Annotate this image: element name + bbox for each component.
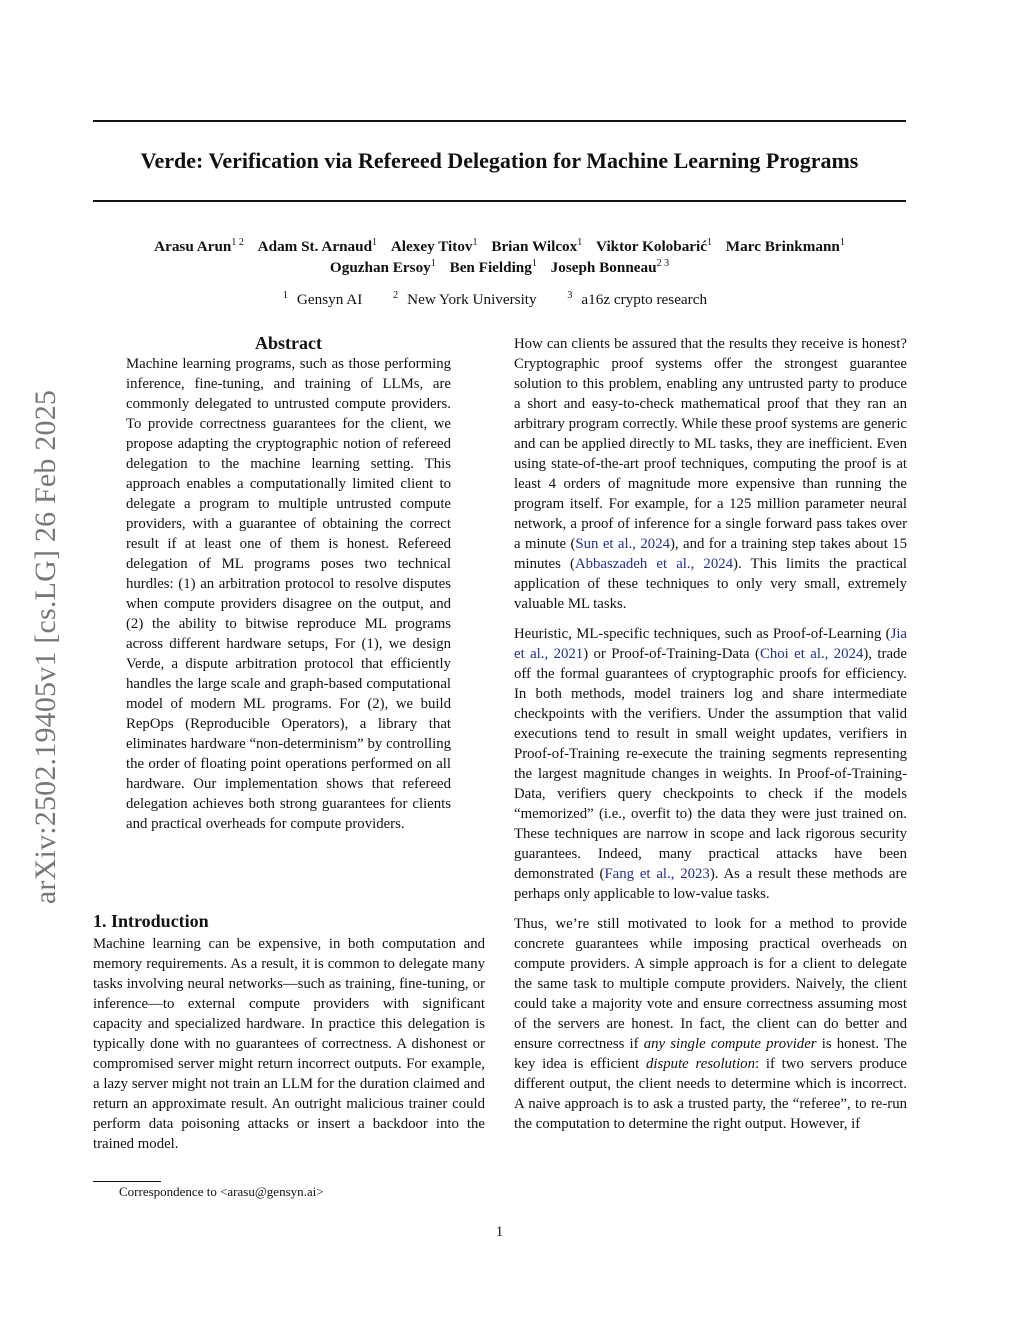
affiliation: $^1$ Gensyn AI xyxy=(282,290,363,308)
author: Oguzhan Ersoy$^1$ xyxy=(329,258,436,276)
title-bottom-rule xyxy=(93,200,906,202)
citation-link[interactable]: Abbaszadeh et al., 2024 xyxy=(574,556,734,572)
footnote-rule xyxy=(93,1181,161,1182)
affiliations xyxy=(93,289,906,310)
right-column xyxy=(514,334,907,1144)
page-number: 1 xyxy=(495,1224,504,1240)
citation-link[interactable]: Fang et al., 2023 xyxy=(604,866,710,882)
abstract-body: Machine learning programs, such as those performing inference, fine-tuning, and training of LLMs, are commonly delegated to untrusted compute providers. To provide correctness guarantees for the client, we propose adapting the cryptographic notion of refereed delegation to the machine learning setting. This approach enables a computationally limited client to delegate a program to multiple untrusted compute providers, with a guarantee of obtaining the correct result if at least one of them is honest. Refereed delegation of ML programs poses two technical hurdles: (1) an arbitration protocol to resolve disputes when compute providers disagree on the output, and (2) the ability to bitwise reproduce ML programs across different hardware setups, For (1), we design Verde, a dispute arbitration protocol that efficiently handles the large scale and graph-based computational model of modern ML programs. For (2), we build RepOps (Reproducible Operators), a library that eliminates hardware “non-determinism” by controlling the order of floating point operations performed on all hardware. Our implementation shows that refereed delegation achieves both strong guarantees for clients and practical overheads for compute providers. xyxy=(126,356,451,832)
introduction-body: Machine learning can be expensive, in both computation and memory requirements. As a result, it is common to delegate many tasks involving neural networks—such as training, fine-tuning, or inference—to external compute providers with significant capacity and specialized hardware. In practice this delegation is typically done with no guarantees of correctness. A dishonest or compromised server might return incorrect outputs. For example, a lazy server might not train an LLM for the duration claimed and return an approximate result. An outright malicious trainer could perform data poisoning attacks or insert a backdoor into the trained model. xyxy=(93,936,485,1152)
paragraph: Thus, we’re still motivated to look for a method to provide concrete guarantees while imposing practical overheads on compute providers. A simple approach is for a client to delegate the same task to multiple compute providers. Naively, the client could take a majority vote and ensure correctness assuming most of the servers are honest. In fact, the client can do better and ensure correctness if any single compute provider is honest. The key idea is efficient dispute resolution: if two servers produce different output, the client needs to determine which is incorrect. A naive approach is to ask a trusted party, the “referee”, to re-run the computation to determine the right output. However, if xyxy=(514,916,907,1132)
author: Brian Wilcox$^1$ xyxy=(491,237,583,255)
author-list xyxy=(93,236,906,278)
introduction-heading: 1. Introduction xyxy=(93,911,209,931)
citation-link[interactable]: Jia et al., 2021 xyxy=(514,626,907,662)
author: Viktor Kolobarić$^1$ xyxy=(596,237,712,255)
author: Ben Fielding$^1$ xyxy=(449,258,537,276)
author: Arasu Arun$^{1 2}$ xyxy=(154,237,244,255)
paragraph: Heuristic, ML-specific techniques, such as Proof-of-Learning (Jia et al., 2021) or Proof-of-Training-Data (Choi et al., 2024), trade off the formal guarantees of cryptographic proofs for efficiency. In both methods, model trainers log and share intermediate checkpoints with the verifiers. Under the assumption that valid executions tend to result in small weight updates, verifiers in Proof-of-Training re-execute the training segments representing the largest magnitude changes in weights. In Proof-of-Training-Data, verifiers query checkpoints to check if the models “memorized” (i.e., overfit to) the data they were just trained on. These techniques are narrow in scope and lack rigorous security guarantees. Indeed, many practical attacks have been demonstrated (Fang et al., 2023). As a result these methods are perhaps only applicable to low-value tasks. xyxy=(514,626,907,902)
author: Joseph Bonneau$^{2 3}$ xyxy=(550,258,670,276)
author: Alexey Titov$^1$ xyxy=(390,237,478,255)
affiliation: $^3$ a16z crypto research xyxy=(567,290,708,308)
citation-link[interactable]: Choi et al., 2024 xyxy=(759,646,864,662)
paragraph: How can clients be assured that the results they receive is honest? Cryptographic proof systems offer the strongest guarantee solution to this problem, enabling any untrusted party to produce a short and easy-to-check mathematical proof that they ran an arbitrary program correctly. While these proof systems are generic and can be applied directly to ML tasks, they are inefficient. Even using state-of-the-art proof techniques, computing the proof is at least 4 orders of magnitude more expensive than running the program itself. For example, for a 125 million parameter neural network, a proof of inference for a single forward pass takes over a minute (Sun et al., 2024), and for a training step takes about 15 minutes (Abbaszadeh et al., 2024). This limits the practical application of these techniques to only very small, extremely valuable ML tasks. xyxy=(514,336,907,612)
abstract-heading: Abstract xyxy=(255,333,322,353)
author: Marc Brinkmann$^1$ xyxy=(725,237,845,255)
arxiv-stamp xyxy=(16,352,76,942)
top-rule xyxy=(93,120,906,122)
arxiv-id: arXiv:2502.19405v1 [cs.LG] 26 Feb 2025 xyxy=(29,389,63,905)
author: Adam St. Arnaud$^1$ xyxy=(257,237,378,255)
correspondence-footnote: Correspondence to <arasu@gensyn.ai> xyxy=(119,1184,324,1199)
paper-title: Verde: Verification via Refereed Delegation for Machine Learning Programs xyxy=(140,148,859,173)
citation-link[interactable]: Sun et al., 2024 xyxy=(575,536,670,552)
affiliation: $^2$ New York University xyxy=(393,290,537,308)
